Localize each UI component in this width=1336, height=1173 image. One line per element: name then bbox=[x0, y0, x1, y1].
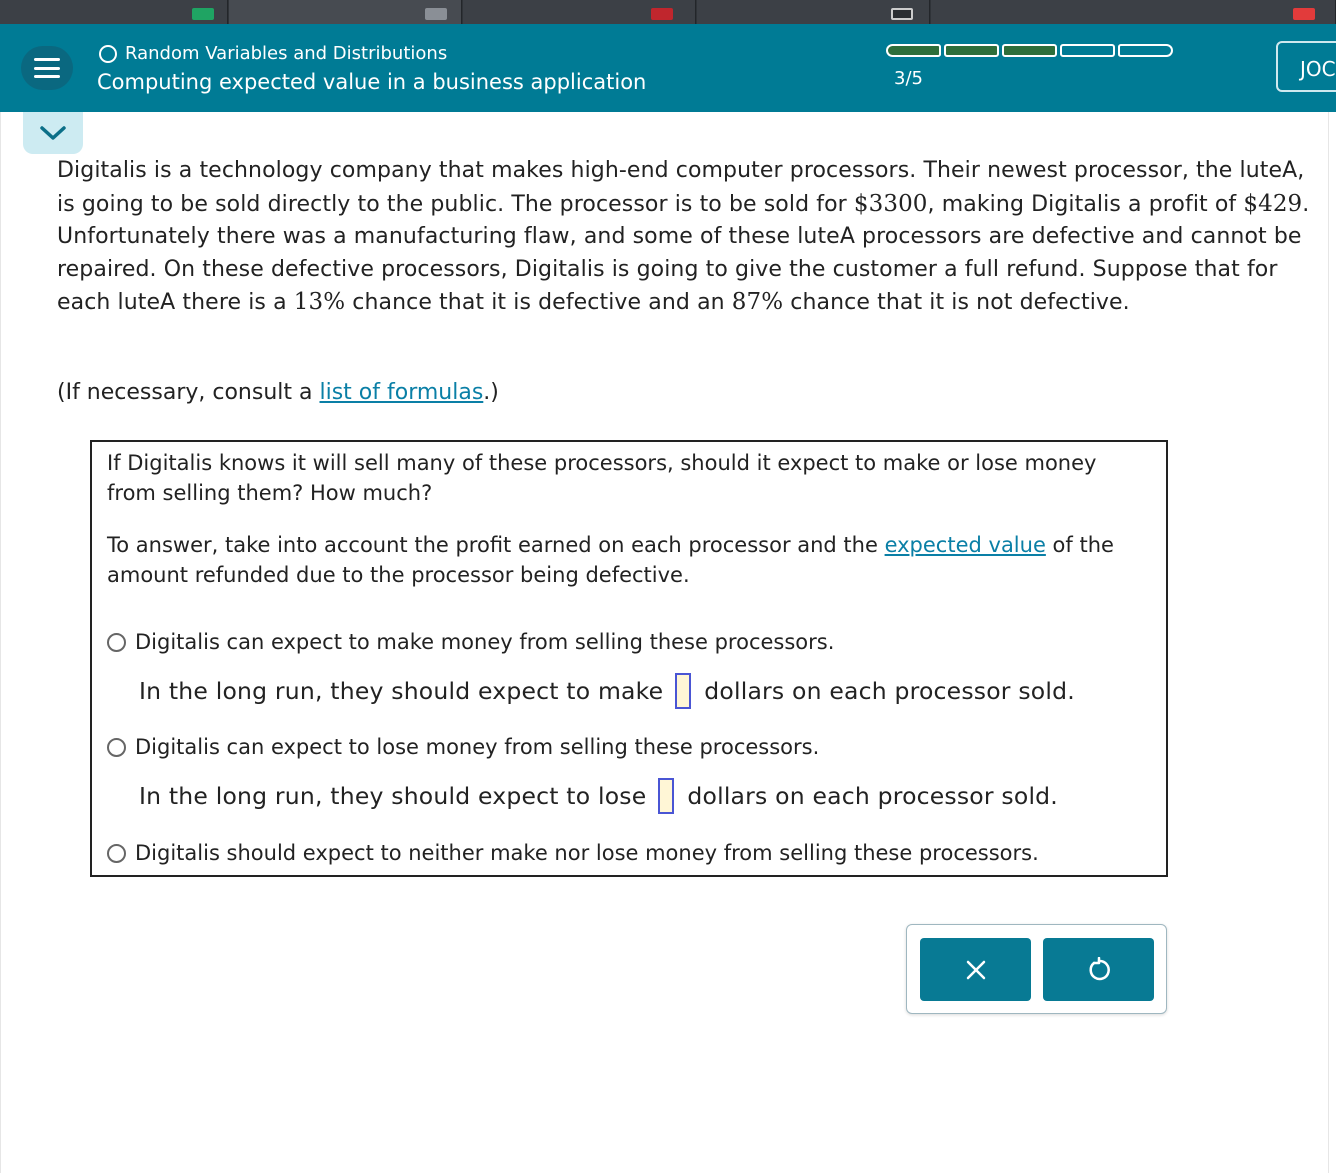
clear-button[interactable] bbox=[920, 938, 1031, 1001]
list-of-formulas-link[interactable]: list of formulas bbox=[319, 380, 484, 405]
instructions-text: To answer, take into account the profit earned on each processor and the bbox=[107, 533, 885, 557]
progress-bar bbox=[886, 44, 1173, 57]
answer-prefix: In the long run, they should expect to make bbox=[139, 677, 664, 705]
topic-circle-icon bbox=[99, 45, 117, 63]
progress-segment bbox=[1118, 44, 1173, 57]
expected-value-link[interactable]: expected value bbox=[884, 533, 1046, 557]
join-button[interactable]: JOC bbox=[1276, 41, 1336, 92]
question-text: If Digitalis knows it will sell many of these processors, should it expect to make or lose money from selling them? How much? bbox=[107, 451, 1097, 505]
progress-segment bbox=[944, 44, 999, 57]
divider bbox=[1328, 112, 1329, 1173]
divider bbox=[0, 112, 1, 1173]
tab-favicon bbox=[1293, 8, 1315, 20]
progress-segment bbox=[1060, 44, 1115, 57]
browser-tab[interactable] bbox=[463, 0, 696, 24]
browser-tab[interactable] bbox=[931, 0, 1336, 24]
radio-button[interactable] bbox=[107, 633, 126, 652]
menu-button[interactable] bbox=[21, 46, 73, 90]
problem-text: chance that it is defective and an bbox=[345, 290, 732, 315]
radio-button[interactable] bbox=[107, 738, 126, 757]
question-box bbox=[90, 440, 1168, 877]
option-make-money[interactable] bbox=[107, 630, 834, 654]
answer-actions bbox=[906, 924, 1167, 1014]
hamburger-icon bbox=[34, 58, 60, 78]
browser-tab[interactable] bbox=[697, 0, 930, 24]
collapse-toggle[interactable] bbox=[23, 112, 83, 154]
progress-count: 3/5 bbox=[894, 68, 923, 89]
sale-price: $3300 bbox=[853, 190, 928, 217]
ok-probability: 87% bbox=[731, 289, 784, 315]
undo-button[interactable] bbox=[1043, 938, 1154, 1001]
option-neither[interactable] bbox=[107, 841, 1039, 865]
topic-title bbox=[99, 43, 447, 64]
answer-prefix: In the long run, they should expect to lose bbox=[139, 782, 647, 810]
undo-icon bbox=[1086, 957, 1112, 983]
lose-amount-input[interactable] bbox=[658, 778, 674, 814]
lose-money-answer-row bbox=[139, 778, 1058, 814]
browser-tab-strip bbox=[0, 0, 1336, 24]
option-label: Digitalis should expect to neither make nor lose money from selling these processors. bbox=[135, 841, 1039, 865]
problem-statement bbox=[57, 155, 1327, 320]
tab-favicon bbox=[891, 8, 913, 20]
instructions-text: of the amount refunded due to the processor being defective. bbox=[107, 533, 1114, 587]
tab-favicon bbox=[651, 8, 673, 20]
page-title: Computing expected value in a business application bbox=[97, 70, 647, 94]
answer-suffix: dollars on each processor sold. bbox=[704, 677, 1075, 705]
browser-tab[interactable] bbox=[0, 0, 228, 24]
make-amount-input[interactable] bbox=[675, 673, 691, 709]
problem-text: Digitalis is a technology company that makes high-end computer processors. Their newest processor, the luteA, is going to be sold directly to the public. The processor is to be sold for bbox=[57, 158, 1305, 217]
header-bar bbox=[0, 24, 1336, 112]
option-lose-money[interactable] bbox=[107, 735, 819, 759]
tab-favicon bbox=[192, 8, 214, 20]
progress-segment bbox=[1002, 44, 1057, 57]
answer-suffix: dollars on each processor sold. bbox=[687, 782, 1058, 810]
problem-text: , making Digitalis a profit of bbox=[927, 191, 1244, 217]
radio-button[interactable] bbox=[107, 844, 126, 863]
make-money-answer-row bbox=[139, 673, 1075, 709]
formulas-text: .) bbox=[483, 380, 499, 405]
tab-favicon bbox=[425, 8, 447, 20]
chevron-down-icon bbox=[39, 125, 67, 141]
problem-text: . Unfortunately there was a manufacturing flaw, and some of these luteA processors are defective and cannot be repaired. On these defective processors, Digitalis is going to give the customer a full refund. Suppose that for each luteA there is a bbox=[57, 191, 1310, 315]
browser-tab[interactable] bbox=[229, 0, 462, 24]
close-icon bbox=[965, 959, 987, 981]
progress-segment bbox=[886, 44, 941, 57]
option-label: Digitalis can expect to lose money from selling these processors. bbox=[135, 735, 820, 759]
formulas-text: (If necessary, consult a bbox=[57, 380, 320, 405]
question-instructions bbox=[107, 531, 1147, 590]
problem-text: chance that it is not defective. bbox=[783, 290, 1130, 315]
profit-value: $429 bbox=[1243, 190, 1303, 217]
topic-label: Random Variables and Distributions bbox=[125, 43, 448, 64]
formulas-note bbox=[57, 377, 499, 409]
defect-probability: 13% bbox=[293, 289, 346, 315]
option-label: Digitalis can expect to make money from selling these processors. bbox=[135, 630, 835, 654]
